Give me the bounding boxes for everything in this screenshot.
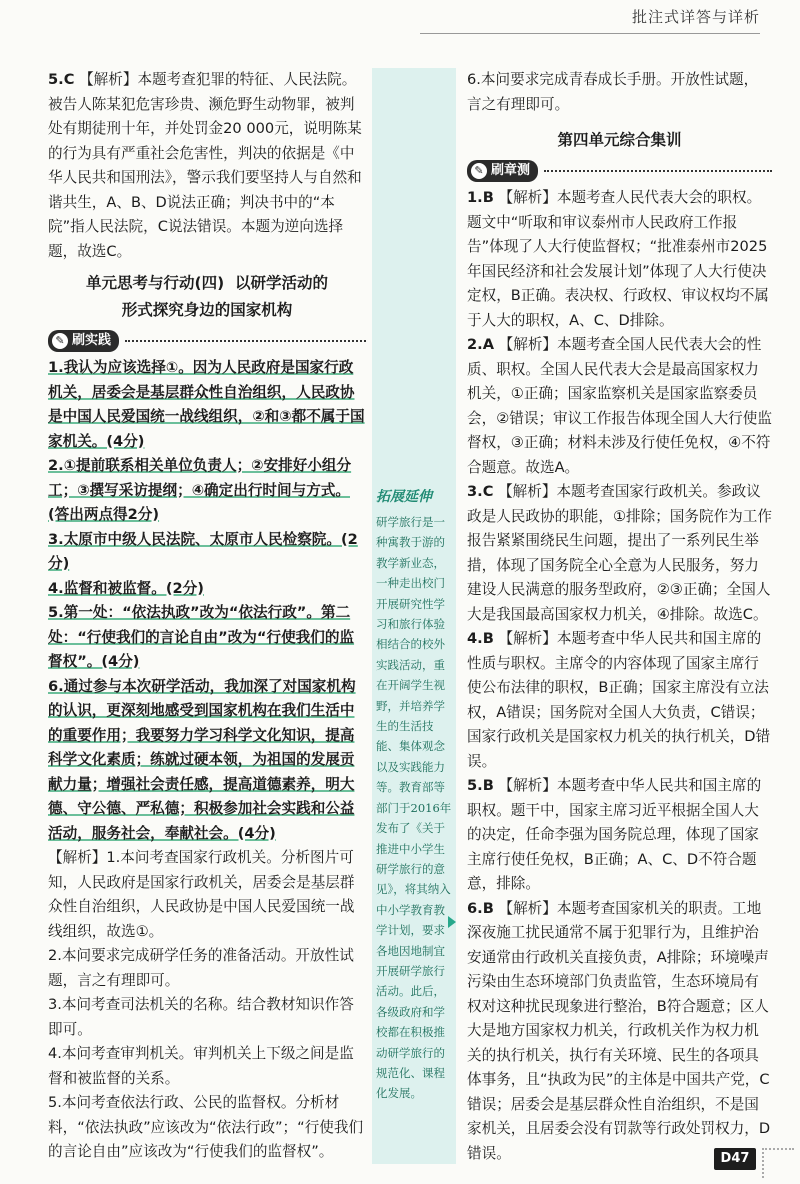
answer-number: 5.C xyxy=(48,71,75,88)
right-column xyxy=(467,68,772,1166)
sidebar-title: 拓展延伸 xyxy=(376,489,432,505)
practice-tag xyxy=(48,330,119,352)
practice-item-2: 2.①提前联系相关单位负责人；②安排好小组分工；③撰写采访提纲；④确定出行时间与方式。(答出两点得2分) xyxy=(48,457,352,523)
dotted-rule xyxy=(544,170,772,172)
unit-four-title: 第四单元综合集训 xyxy=(557,131,682,149)
answer-number: 2.A xyxy=(467,336,494,353)
answer-number: 6.B xyxy=(467,899,494,917)
test-answer-6 xyxy=(467,897,772,1167)
analysis-5: 5.本问考查依法行政、公民的监督权。分析材料，“依法执政”应该改为“依法行政”；“行使我们的言论自由”应该改为“行使我们的监督权”。 xyxy=(48,1094,364,1160)
answer-text: 【解析】本题考查国家机关的职责。工地深夜施工扰民通常不属于犯罪行为，且维护治安通常由行政机关直接负责，A排除；环境噪声污染由生态环境部门负责监管，生态环境局有权对这种扰民现象进行整治，B符合题意；区人大是地方国家权力机关，行政机关作为权力机关的执行机关，执行有关环境、民生的各项具体事务，且“执政为民”的主体是中国共产党，C错误；居委会是基层群众性自治组织，不是国家机关，且居委会没有罚款等行政处罚权力，D错误。 xyxy=(467,899,771,1162)
chapter-test-tag xyxy=(467,160,538,182)
test-answer-4 xyxy=(467,627,772,774)
book-icon: ✎ xyxy=(471,163,487,179)
analysis-4: 4.本问考查审判机关。审判机关上下级之间是监督和被监督的关系。 xyxy=(48,1045,354,1087)
analysis-3: 3.本问考查司法机关的名称。结合教材知识作答即可。 xyxy=(48,996,354,1038)
practice-item-6: 6.通过参与本次研学活动，我加深了对国家机构的认识，更深刻地感受到国家机构在我们生活中的重要作用；我要努力学习科学文化知识，提高科学文化素质；练就过硬本领，为祖国的发展贡献力量；增强社会责任感，提高道德素养，明大德、守公德、严私德；积极参加社会实践和公益活动，服务社会，奉献社会。(4分) xyxy=(48,677,356,842)
answer-text: 【解析】本题考查人民代表大会的职权。题文中“听取和审议泰州市人民政府工作报告”体现了人大行使监督权；“批准泰州市2025年国民经济和社会发展计划”体现了人大行使决定权，B正确。表决权、行政权、审议权均不属于人大的职权，A、C、D排除。 xyxy=(467,189,769,329)
unit-title-line-2: 形式探究身边的国家机构 xyxy=(121,301,293,319)
answer-5 xyxy=(48,68,366,264)
practice-tag-label: 刷实践 xyxy=(72,332,112,348)
test-answer-1 xyxy=(467,186,772,333)
test-answer-3 xyxy=(467,480,772,627)
practice-item-1: 1.我认为应该选择①。因为人民政府是国家行政机关，居委会是基层群众性自治组织，人民政协是中国人民爱国统一战线组织，②和③都不属于国家机关。(4分) xyxy=(48,359,365,450)
book-icon: ✎ xyxy=(52,333,68,349)
answer-text: 【解析】本题考查全国人民代表大会的性质、职权。全国人民代表大会是最高国家权力机关，①正确；国家监察机关是国家监察委员会，②错误；审议工作报告体现全国人大行使监督权，③正确；材料未涉及行使任免权，④不符合题意。故选A。 xyxy=(467,336,772,476)
answer-number: 5.B xyxy=(467,777,494,794)
arrow-icon xyxy=(448,916,456,928)
page-number: D47 xyxy=(714,1148,756,1170)
sidebar-panel xyxy=(372,68,456,1164)
corner-decoration xyxy=(762,1148,794,1178)
answer-number: 4.B xyxy=(467,630,494,647)
practice-item-5: 5.第一处：“依法执政”改为“依法行政”。第二处：“行使我们的言论自由”改为“行使我们的监督权”。(4分) xyxy=(48,604,355,670)
answer-number: 1.B xyxy=(467,189,494,206)
answer-text: 【解析】本题考查中华人民共和国主席的性质与职权。主席令的内容体现了国家主席行使公布法律的职权，B正确；国家主席没有立法权，A错误；国务院对全国人大负责，C错误；国家行政机关是国家权力机关的执行机关，D错误。 xyxy=(467,630,771,770)
unit-title xyxy=(48,270,366,324)
test-answer-2 xyxy=(467,333,772,480)
answer-text: 【解析】本题考查国家行政机关。参政议政是人民政协的职能，①排除；国务院作为工作报告紧紧围绕民生问题，提出了一系列民生举措，体现了国务院全心全意为人民服务，努力建设人民满意的服务型政府，②③正确；全国人大是我国最高国家权力机关，④排除。故选C。 xyxy=(467,483,772,623)
test-answer-5 xyxy=(467,774,772,897)
practice-item-3: 3.太原市中级人民法院、太原市人民检察院。(2分) xyxy=(48,530,358,572)
left-column xyxy=(48,68,366,1165)
answer-text: 【解析】本题考查犯罪的特征、人民法院。被告人陈某犯危害珍贵、濒危野生动物罪，被判处有期徒刑十年，并处罚金20 000元，说明陈某的行为具有严重社会危害性，判决的依据是《中华人民共和国刑法》，警示我们要坚持人与自然和谐共生，A、B、D说法正确；判决书中的“本院”指人民法院，C说法错误。本题为逆向选择题，故选C。 xyxy=(48,71,362,260)
chapter-test-tag-label: 刷章测 xyxy=(491,162,531,178)
unit-title-line-1: 单元思考与行动(四) 以研学活动的 xyxy=(86,274,328,292)
practice-tag-row xyxy=(48,330,366,352)
sidebar-text: 研学旅行是一种寓教于游的教学新业态，一种走出校门开展研究性学习和旅行体验相结合的校外实践活动，重在开阔学生视野，并培养学生的生活技能、集体观念以及实践能力等。教育部等部门于2016年发布了《关于推进中小学生研学旅行的意见》，将其纳入中小学教育教学计划，要求各地因地制宜开展研学旅行活动。此后，各级政府和学校都在积极推动研学旅行的规范化、课程化发展。 xyxy=(376,515,452,1101)
header-rule xyxy=(420,33,760,34)
page-header: 批注式详答与详析 xyxy=(631,8,760,26)
answer-text: 【解析】本题考查中华人民共和国主席的职权。题干中，国家主席习近平根据全国人大的决定，任命李强为国务院总理，体现了国家主席行使任免权，B正确；A、C、D不符合题意，排除。 xyxy=(467,777,762,892)
analysis-1: 【解析】1.本问考查国家行政机关。分析图片可知，人民政府是国家行政机关，居委会是基层群众性自治组织，人民政协是中国人民爱国统一战线组织，故选①。 xyxy=(48,849,355,940)
chapter-test-tag-row xyxy=(467,160,772,182)
answer-number: 3.C xyxy=(467,483,494,500)
analysis-6: 6.本问要求完成青春成长手册。开放性试题，言之有理即可。 xyxy=(467,71,759,113)
practice-item-4: 4.监督和被监督。(2分) xyxy=(48,579,204,597)
analysis-2: 2.本问要求完成研学任务的准备活动。开放性试题，言之有理即可。 xyxy=(48,947,354,989)
dotted-rule xyxy=(125,340,366,342)
